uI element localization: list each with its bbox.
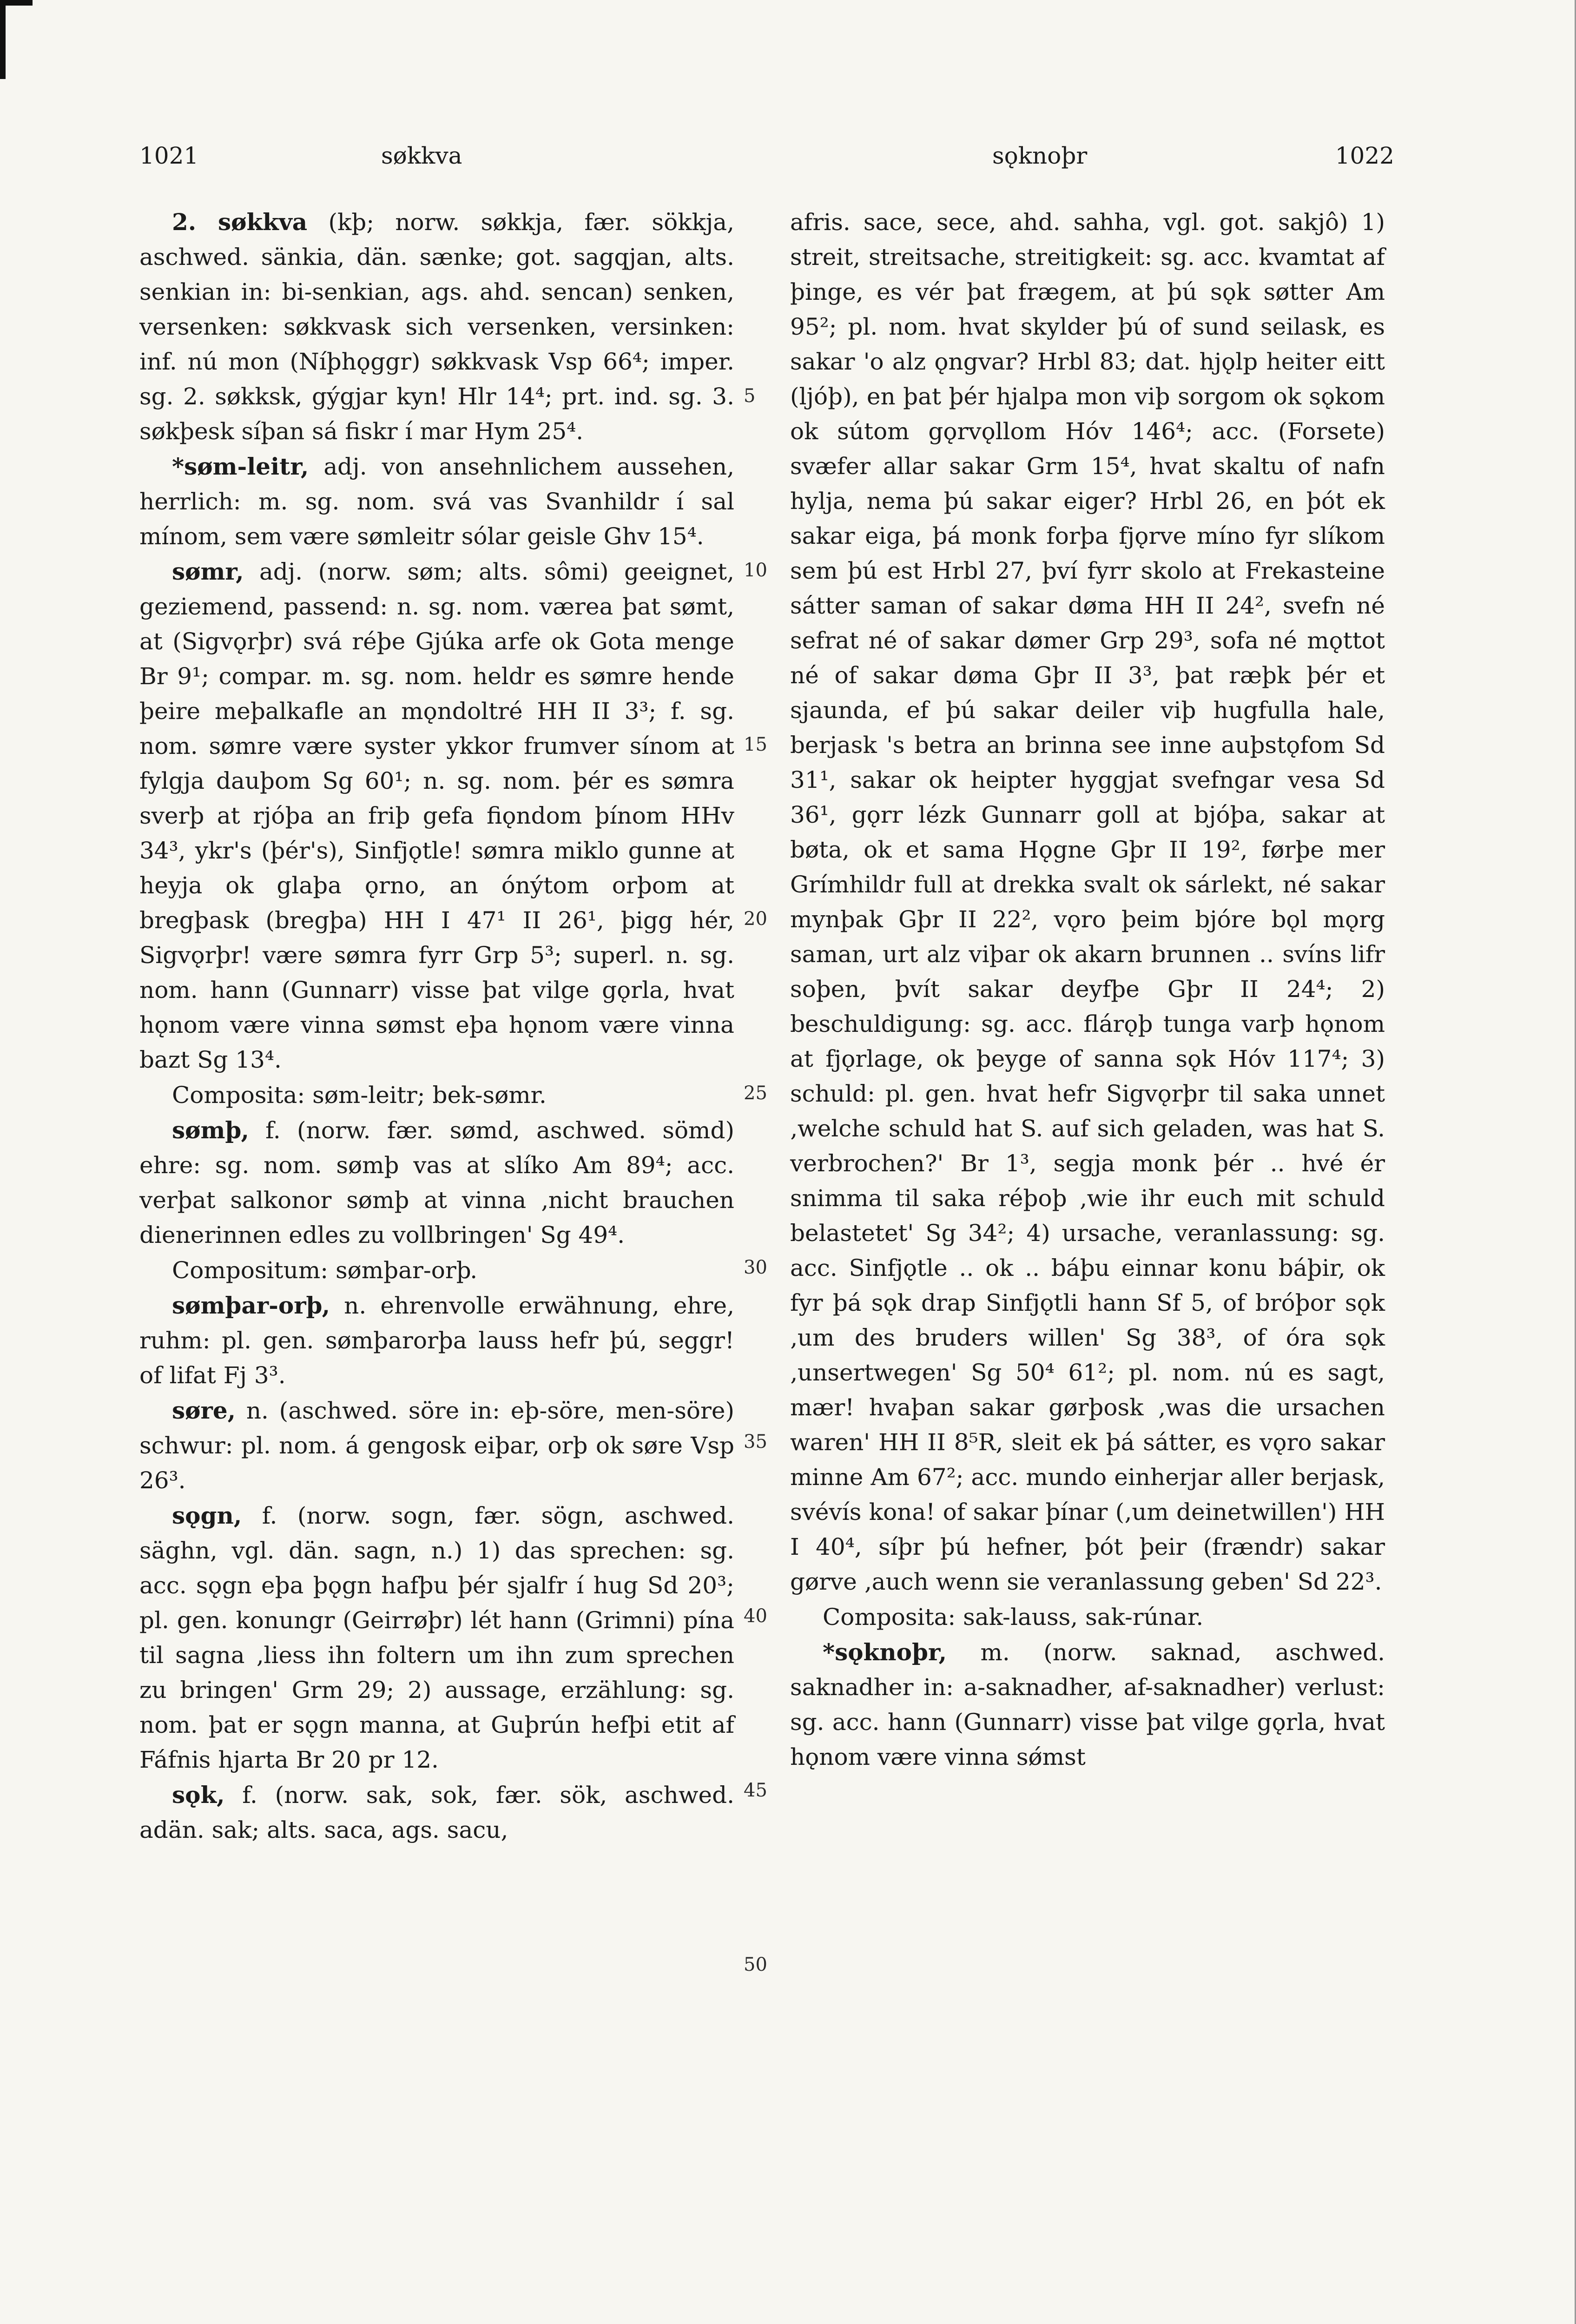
dictionary-entry (139, 554, 734, 1077)
entry-body: (kþ; norw. søkkja, fær. sökkja, aschwed. sänkia, dän. sænke; got. sagqjan, alts. senkian in: bi-senkian, ags. ahd. sencan) senken, versenken: søkkvask sich versenken, versinken: inf. nú mon (Níþhǫggr) søkkvask Vsp 66⁴; imper. sg. 2. søkksk, gýgjar kyn! Hlr 14⁴; prt. ind. sg. 3. søkþesk síþan sá fiskr í mar Hym 25⁴. (139, 209, 734, 445)
entry-headword: sømþar-orþ, (172, 1292, 330, 1319)
dictionary-entry (139, 1777, 734, 1848)
right-guide-word: sǫknoþr (992, 142, 1088, 169)
entry-headword: sømr, (172, 558, 244, 585)
left-page-number: 1021 (139, 142, 199, 169)
entry-body: n. ehrenvolle erwähnung, ehre, ruhm: pl. gen. sømþarorþa lauss hefr þú, seggr! of lifat Fj 3³. (139, 1292, 734, 1389)
composita-line (139, 1077, 734, 1113)
left-column (139, 205, 734, 1848)
scan-corner-mark (0, 0, 6, 79)
dictionary-entry (139, 1113, 734, 1253)
line-number: 50 (744, 1954, 767, 1975)
entry-body: adj. von ansehnlichem aussehen, herrlich: m. sg. nom. svá vas Svanhildr í sal mínom, sem være sømleitr sólar geisle Ghv 15⁴. (139, 453, 734, 550)
entry-body: n. (aschwed. söre in: eþ-söre, men-söre) schwur: pl. nom. á gengosk eiþar, orþ ok søre Vsp 26³. (139, 1397, 734, 1494)
running-head (139, 135, 1394, 177)
entry-headword: sǫk, (172, 1781, 225, 1809)
left-guide-word: søkkva (381, 142, 462, 169)
line-number: 5 (744, 385, 756, 407)
composita-line (790, 1599, 1385, 1635)
dictionary-entry (139, 449, 734, 554)
line-number: 30 (744, 1257, 767, 1278)
right-column (790, 205, 1385, 1775)
entry-body: Composita: søm-leitr; bek-sømr. (172, 1082, 547, 1109)
entry-headword: sømþ, (172, 1116, 249, 1144)
right-page-number: 1022 (1335, 142, 1394, 169)
entry-headword: 2. søkkva (172, 208, 308, 236)
entry-body: f. (norw. sogn, fær. sögn, aschwed. säghn, vgl. dän. sagn, n.) 1) das sprechen: sg. acc. sǫgn eþa þǫgn hafþu þér sjalfr í hug Sd 20³; pl. gen. konungr (Geirrøþr) lét hann (Grimni) pína til sagna ‚liess ihn foltern um ihn zum sprechen zu bringen' Grm 29; 2) aussage, erzählung: sg. nom. þat er sǫgn manna, at Guþrún hefþi etit af Fáfnis hjarta Br 20 pr 12. (139, 1502, 734, 1773)
dictionary-entry (139, 205, 734, 449)
dictionary-entry (790, 1635, 1385, 1775)
line-number: 45 (744, 1780, 767, 1801)
dictionary-entry (139, 1288, 734, 1393)
scan-corner-mark-horizontal (0, 0, 33, 6)
line-number: 35 (744, 1431, 767, 1452)
line-number: 10 (744, 560, 767, 581)
line-number: 15 (744, 734, 767, 755)
entry-headword: søre, (172, 1397, 236, 1424)
entry-headword: *sǫknoþr, (823, 1638, 947, 1666)
entry-headword: sǫgn, (172, 1502, 242, 1529)
line-number: 20 (744, 908, 767, 930)
dictionary-entry (139, 1393, 734, 1498)
entry-body: Compositum: sømþar-orþ. (172, 1257, 478, 1284)
entry-headword: *søm-leitr, (172, 453, 309, 480)
entry-body: f. (norw. sak, sok, fær. sök, aschwed. adän. sak; alts. saca, ags. sacu, (139, 1782, 734, 1843)
entry-body: m. (norw. saknad, aschwed. saknadher in: a-saknadher, af-saknadher) verlust: sg. acc. hann (Gunnarr) visse þat vilge gǫrla, hvat hǫnom være vinna sǿmst (790, 1639, 1385, 1770)
entry-body: afris. sace, sece, ahd. sahha, vgl. got. sakjô) 1) streit, streitsache, streitigkeit: sg. acc. kvamtat af þinge, es vér þat frægem, at þú sǫk søtter Am 95²; pl. nom. hvat skylder þú of sund seilask, es sakar 'o alz ǫngvar? Hrbl 83; dat. hjǫlp heiter eitt (ljóþ), en þat þér hjalpa mon viþ sorgom ok sǫkom ok sútom gǫrvǫllom Hóv 146⁴; acc. (Forsete) svæfer allar sakar Grm 15⁴, hvat skaltu of nafn hylja, nema þú sakar eiger? Hrbl 26, en þót ek sakar eiga, þá monk forþa fjǫrve míno fyr slíkom sem þú est Hrbl 27, því fyrr skolo at Frekasteine sátter saman of sakar døma HH II 24², svefn né sefrat né of sakar dømer Grp 29³, sofa né mǫttot né of sakar døma Gþr II 3³, þat ræþk þér et sjaunda, ef þú sakar deiler viþ hugfulla hale, berjask 's betra an brinna see inne auþstǫfom Sd 31¹, sakar ok heipter hyggjat svefngar vesa Sd 36¹, gǫrr lézk Gunnarr goll at bjóþa, sakar at bøta, ok et sama Hǫgne Gþr II 19², førþe mer Grímhildr full at drekka svalt ok sárlekt, né sakar mynþak Gþr II 22², vǫro þeim bjóre bǫl mǫrg saman, urt alz viþar ok akarn brunnen .. svíns lifr soþen, þvít sakar deyfþe Gþr II 24⁴; 2) beschuldigung: sg. acc. flárǫþ tunga varþ hǫnom at fjǫrlage, ok þeyge of sanna sǫk Hóv 117⁴; 3) schuld: pl. gen. hvat hefr Sigvǫrþr til saka unnet ‚welche schuld hat S. auf sich geladen, was hat S. verbrochen?' Br 1³, segja monk þér .. hvé ér snimma til saka réþoþ ‚wie ihr euch mit schuld belastetet' Sg 34²; 4) ursache, veranlassung: sg. acc. Sinfjǫtle .. ok .. báþu einnar konu báþir, ok fyr þá sǫk drap Sinfjǫtli hann Sf 5, of bróþor sǫk ‚um des bruders willen' Sg 38³, of óra sǫk ‚unsertwegen' Sg 50⁴ 61²; pl. nom. nú es sagt, mær! hvaþan sakar gørþosk ‚was die ursachen waren' HH II 8⁵R, sleit ek þá sátter, es vǫro sakar minne Am 67²; acc. mundo einherjar aller berjask, svévís kona! of sakar þínar (‚um deinetwillen') HH I 40⁴, síþr þú hefner, þót þeir (frændr) sakar gørve ‚auch wenn sie veranlassung geben' Sd 22³. (790, 209, 1385, 1595)
entry-body: Composita: sak-lauss, sak-rúnar. (823, 1604, 1204, 1631)
line-number: 25 (744, 1083, 767, 1104)
line-number: 40 (744, 1605, 767, 1627)
dictionary-entry-continued (790, 205, 1385, 1599)
dictionary-entry (139, 1498, 734, 1777)
entry-body: f. (norw. fær. sømd, aschwed. sömd) ehre: sg. nom. sømþ vas at slíko Am 89⁴; acc. verþat salkonor sømþ at vinna ‚nicht brauchen dienerinnen edles zu vollbringen' Sg 49⁴. (139, 1117, 734, 1248)
entry-body: adj. (norw. søm; alts. sômi) geeignet, geziemend, passend: n. sg. nom. værea þat sømt, at (Sigvǫrþr) svá réþe Gjúka arfe ok Gota menge Br 9¹; compar. m. sg. nom. heldr es sømre hende þeire meþalkafle an mǫndoltré HH II 3³; f. sg. nom. sømre være syster ykkor frumver sínom at fylgja dauþom Sg 60¹; n. sg. nom. þér es sømra sverþ at rjóþa an friþ gefa fiǫndom þínom HHv 34³, ykr's (þér's), Sinfjǫtle! sømra miklo gunne at heyja ok glaþa ǫrno, an ónýtom orþom at bregþask (bregþa) HH I 47¹ II 26¹, þigg hér, Sigvǫrþr! være sømra fyrr Grp 5³; superl. n. sg. nom. hann (Gunnarr) visse þat vilge gǫrla, hvat hǫnom være vinna sømst eþa hǫnom være vinna bazt Sg 13⁴. (139, 558, 734, 1073)
compositum-line (139, 1253, 734, 1288)
